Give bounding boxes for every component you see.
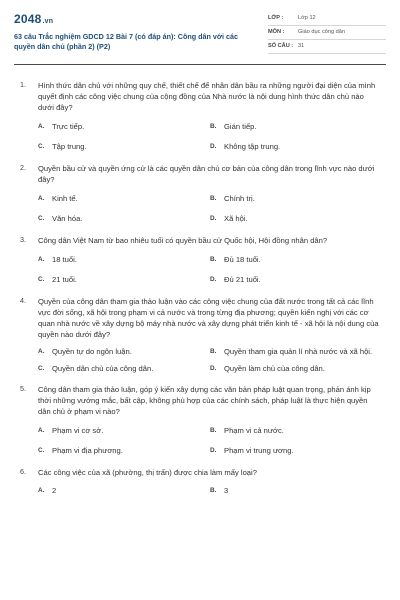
option-letter: C. bbox=[38, 276, 45, 283]
site-logo[interactable] bbox=[14, 12, 53, 26]
options bbox=[38, 254, 380, 285]
option-b[interactable] bbox=[210, 121, 380, 132]
options bbox=[38, 346, 380, 374]
option-b[interactable] bbox=[210, 425, 380, 436]
option-text: Văn hóa. bbox=[52, 214, 83, 223]
option-text: Đủ 21 tuổi. bbox=[224, 275, 261, 284]
question-number: 5. bbox=[20, 384, 26, 393]
meta-label: SỐ CÂU : bbox=[268, 43, 294, 49]
option-a[interactable] bbox=[38, 346, 210, 357]
option-a[interactable] bbox=[38, 121, 210, 132]
question-text: Công dân Việt Nam từ bao nhiêu tuổi có quyền bầu cử Quốc hội, Hội đồng nhân dân? bbox=[38, 236, 328, 245]
option-b[interactable] bbox=[210, 346, 380, 357]
option-letter: B. bbox=[210, 256, 217, 263]
option-c[interactable] bbox=[38, 141, 210, 152]
option-text: Quyền tự do ngôn luận. bbox=[52, 347, 132, 356]
option-text: Gián tiếp. bbox=[224, 122, 257, 131]
option-c[interactable] bbox=[38, 363, 210, 374]
option-text: Không tập trung. bbox=[224, 142, 281, 151]
question-4 bbox=[14, 296, 386, 374]
option-b[interactable] bbox=[210, 193, 380, 204]
option-a[interactable] bbox=[38, 254, 210, 265]
option-text: 3 bbox=[224, 486, 229, 495]
option-d[interactable] bbox=[210, 445, 380, 456]
option-letter: A. bbox=[38, 348, 45, 355]
option-text: Kinh tế. bbox=[52, 194, 78, 203]
question-number: 6. bbox=[20, 467, 26, 476]
option-c[interactable] bbox=[38, 213, 210, 224]
option-text: Phạm vi trung ương. bbox=[224, 446, 294, 455]
option-text: 2 bbox=[52, 486, 57, 495]
question-text: Quyền của công dân tham gia thảo luận vào các công việc chung của đất nước trong tất cả các lĩnh vực đời sống, xã hội trong phạm vi cả nước và trong từng địa phương; quyền kiến nghị với các cơ quan nhà nước về xây dựng bộ máy nhà nước và xây dựng phát triển kinh tế - xã hội là nội dung của quyền nào dưới đây? bbox=[38, 297, 379, 339]
option-text: Quyền dân chủ của công dân. bbox=[52, 364, 154, 373]
options bbox=[38, 193, 380, 224]
option-text: Phạm vi cơ sở. bbox=[52, 426, 104, 435]
option-letter: B. bbox=[210, 195, 217, 202]
meta-info bbox=[268, 12, 386, 54]
document-title: 63 câu Trắc nghiệm GDCD 12 Bài 7 (có đáp án): Công dân với các quyền dân chủ (phần 2) (P2) bbox=[14, 32, 238, 51]
meta-row-subject bbox=[268, 26, 386, 40]
option-a[interactable] bbox=[38, 193, 210, 204]
option-letter: B. bbox=[210, 427, 217, 434]
option-letter: C. bbox=[38, 447, 45, 454]
meta-value: 31 bbox=[298, 43, 305, 49]
options bbox=[38, 425, 380, 456]
option-letter: C. bbox=[38, 365, 45, 372]
option-text: Tập trung. bbox=[52, 142, 87, 151]
option-text: Quyền làm chủ của công dân. bbox=[224, 364, 325, 373]
option-text: Trực tiếp. bbox=[52, 122, 85, 131]
option-letter: D. bbox=[210, 143, 217, 150]
meta-label: MÔN : bbox=[268, 29, 285, 35]
option-text: Quyền tham gia quản lí nhà nước và xã hội. bbox=[224, 346, 373, 356]
option-text: Xã hội. bbox=[224, 214, 248, 223]
logo-tld: .vn bbox=[42, 18, 54, 25]
question-1 bbox=[14, 80, 386, 152]
option-b[interactable] bbox=[210, 485, 380, 496]
question-5 bbox=[14, 384, 386, 456]
meta-value: Giáo dục công dân bbox=[298, 29, 345, 35]
question-3 bbox=[14, 235, 386, 285]
question-text: Quyền bầu cử và quyền ứng cử là các quyền dân chủ cơ bản của công dân trong lĩnh vực nào dưới đây? bbox=[38, 164, 375, 184]
option-text: Chính trị. bbox=[224, 194, 255, 203]
meta-row-class bbox=[268, 12, 386, 26]
option-letter: A. bbox=[38, 487, 45, 494]
options bbox=[38, 485, 380, 496]
option-a[interactable] bbox=[38, 485, 210, 496]
options bbox=[38, 121, 380, 152]
option-d[interactable] bbox=[210, 274, 380, 285]
header bbox=[14, 12, 386, 62]
option-text: Phạm vi cả nước. bbox=[224, 426, 284, 435]
question-text: Hình thức dân chủ với những quy chế, thiết chế để nhân dân bầu ra những người đại diện của mình quyết định các công việc chung của cộng đồng của Nhà nước là nội dung hình thức dân chủ nào dưới đây? bbox=[38, 81, 376, 112]
option-letter: C. bbox=[38, 215, 45, 222]
meta-row-count bbox=[268, 40, 386, 54]
option-letter: A. bbox=[38, 123, 45, 130]
option-letter: D. bbox=[210, 276, 217, 283]
option-d[interactable] bbox=[210, 363, 380, 374]
option-letter: B. bbox=[210, 123, 217, 130]
option-letter: B. bbox=[210, 348, 217, 355]
option-c[interactable] bbox=[38, 274, 210, 285]
option-b[interactable] bbox=[210, 254, 380, 265]
option-c[interactable] bbox=[38, 445, 210, 456]
meta-value: Lớp 12 bbox=[298, 15, 316, 21]
question-6 bbox=[14, 467, 386, 496]
question-2 bbox=[14, 163, 386, 224]
option-letter: D. bbox=[210, 447, 217, 454]
option-letter: A. bbox=[38, 427, 45, 434]
header-divider bbox=[14, 64, 386, 65]
question-text: Công dân tham gia thảo luận, góp ý kiến xây dựng các văn bản pháp luật quan trọng, phản ánh kịp thời những vướng mắc, bất cập, không phù hợp của các chính sách, pháp luật là thực hiện quyền dân chủ ở phạm vi nào? bbox=[38, 385, 371, 416]
question-number: 4. bbox=[20, 296, 26, 305]
question-number: 3. bbox=[20, 235, 26, 244]
option-text: Phạm vi địa phương. bbox=[52, 446, 123, 455]
question-text: Các công việc của xã (phường, thị trấn) được chia làm mấy loại? bbox=[38, 468, 257, 477]
meta-label: LỚP : bbox=[268, 15, 284, 21]
option-d[interactable] bbox=[210, 141, 380, 152]
option-d[interactable] bbox=[210, 213, 380, 224]
option-letter: A. bbox=[38, 256, 45, 263]
option-text: 21 tuổi. bbox=[52, 275, 77, 284]
option-text: 18 tuổi. bbox=[52, 255, 77, 264]
question-list bbox=[14, 80, 386, 496]
option-letter: D. bbox=[210, 365, 217, 372]
option-text: Đủ 18 tuổi. bbox=[224, 255, 261, 264]
question-number: 2. bbox=[20, 163, 26, 172]
option-a[interactable] bbox=[38, 425, 210, 436]
logo-brand: 2048 bbox=[14, 12, 42, 26]
option-letter: A. bbox=[38, 195, 45, 202]
option-letter: B. bbox=[210, 487, 217, 494]
option-letter: C. bbox=[38, 143, 45, 150]
question-number: 1. bbox=[20, 80, 26, 89]
option-letter: D. bbox=[210, 215, 217, 222]
